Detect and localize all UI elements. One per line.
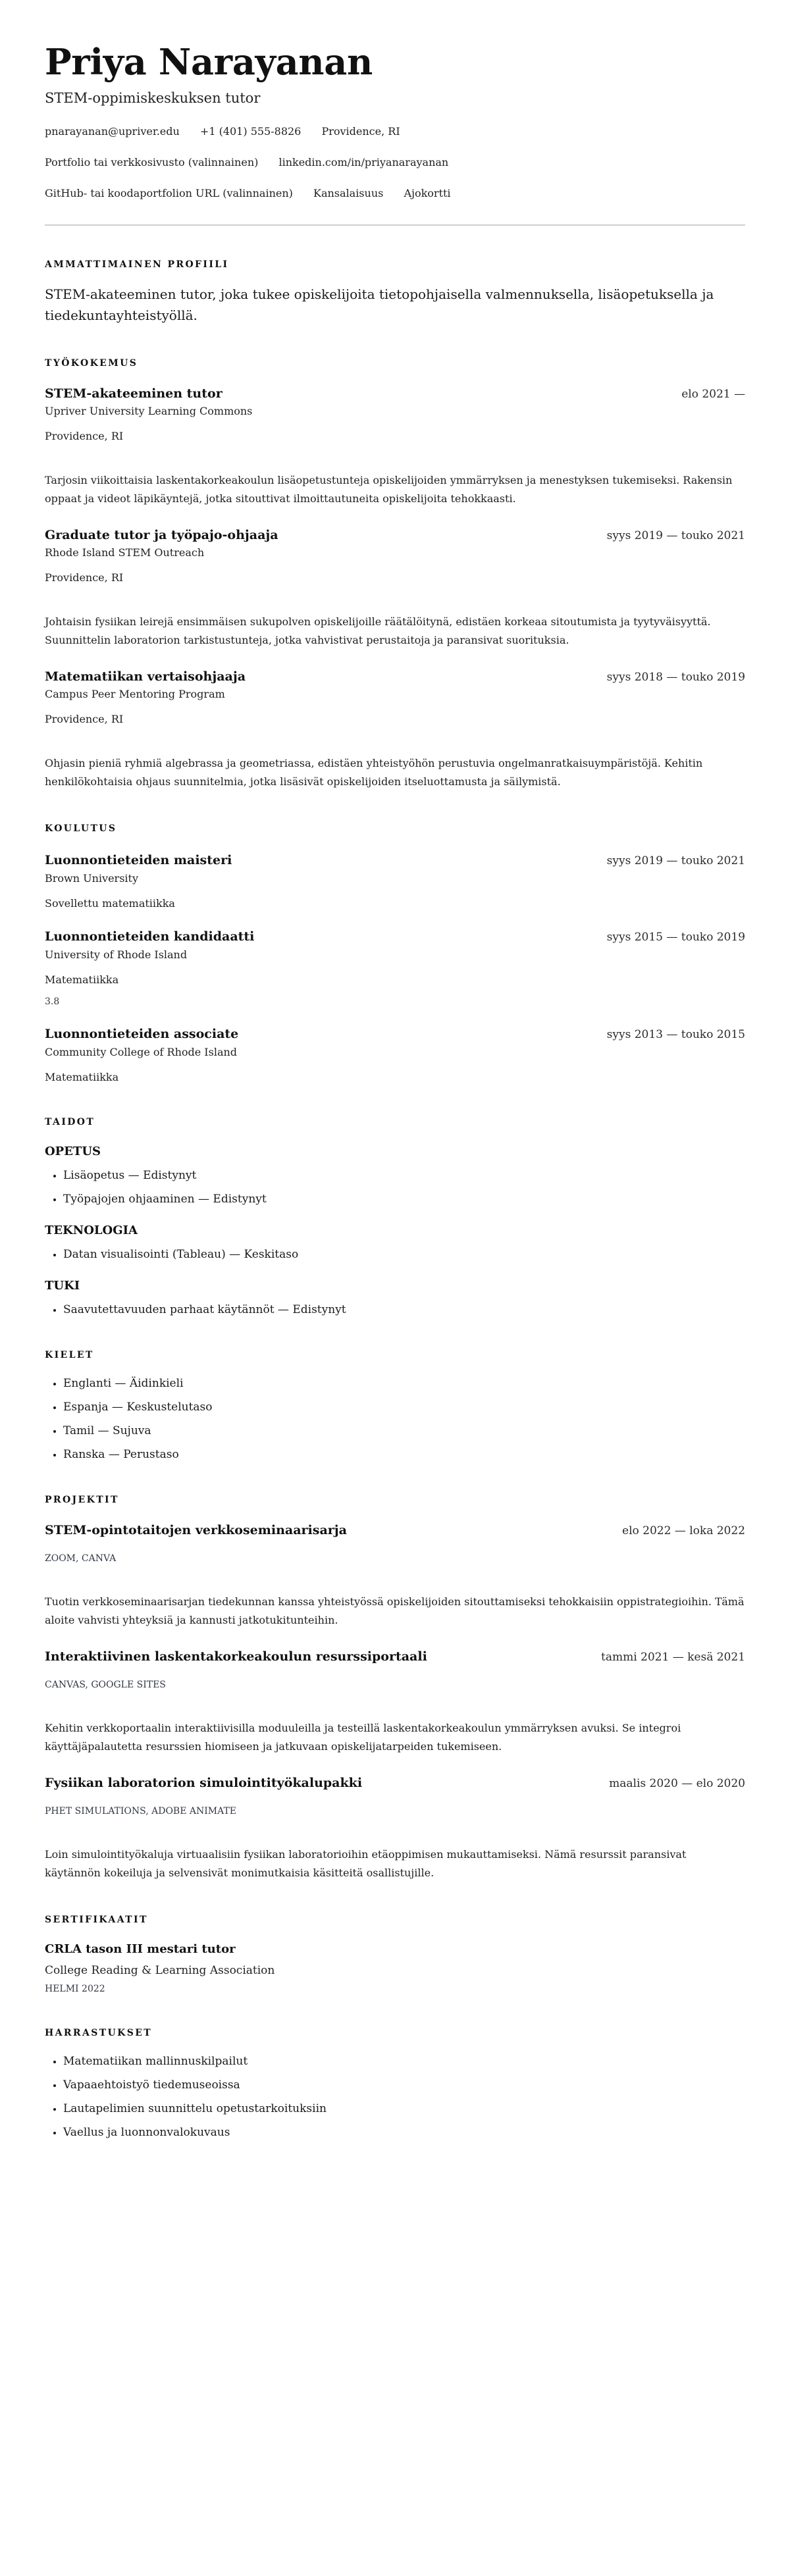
language-item: • Englanti — Äidinkieli [63, 1376, 745, 1391]
section-heading-projects: PROJEKTIT [45, 1495, 119, 1505]
degree-dates: syys 2015 — touko 2019 [606, 931, 745, 944]
section-experience [45, 357, 745, 791]
contact-citizenship: Kansalaisuus [313, 187, 384, 199]
skill-group-teaching [45, 1144, 745, 1207]
section-heading-certifications: SERTIFIKAATIT [45, 1915, 148, 1925]
project-entry [45, 1648, 745, 1756]
skill-list [45, 1302, 745, 1318]
experience-entry [45, 527, 745, 650]
certification-issuer: College Reading & Learning Association [45, 1964, 275, 1977]
project-title: Interaktiivinen laskentakorkeakoulun resurssiportaali [45, 1649, 427, 1664]
contact-location: Providence, RI [321, 125, 400, 138]
project-description: Tuotin verkkoseminaarisarjan tiedekunnan kanssa yhteistyössä opiskelijoiden sitouttamiseksi tehokkaisiin oppistrategioihin. Tämä aloite vahvisti yhteyksiä ja kannusti jatkotukitunteihin. [45, 1595, 745, 1626]
certification-date: HELMI 2022 [45, 1984, 105, 1994]
school-name: Community College of Rhode Island [45, 1046, 238, 1058]
skill-group-technology [45, 1223, 745, 1262]
skill-group-title: TEKNOLOGIA [45, 1224, 138, 1237]
hobby-item: • Matematiikan mallinnuskilpailut [63, 2053, 745, 2069]
skill-item: • Lisäopetus — Edistynyt [63, 1168, 745, 1183]
section-skills [45, 1116, 745, 1318]
section-education [45, 823, 745, 1085]
section-heading-education: KOULUTUS [45, 823, 117, 834]
job-dates: elo 2021 — [681, 388, 745, 401]
section-heading-experience: TYÖKOKEMUS [45, 358, 138, 369]
experience-entry [45, 385, 745, 508]
skill-item: • Työpajojen ohjaaminen — Edistynyt [63, 1191, 745, 1207]
contact-drivers-license: Ajokortti [404, 187, 451, 199]
degree-dates: syys 2019 — touko 2021 [606, 854, 745, 867]
degree-title: Luonnontieteiden maisteri [45, 853, 232, 867]
contact-email[interactable]: pnarayanan@upriver.edu [45, 125, 180, 138]
job-title: Graduate tutor ja työpajo-ohjaaja [45, 528, 278, 542]
job-organization: Campus Peer Mentoring Program [45, 688, 225, 700]
job-location: Providence, RI [45, 713, 124, 725]
project-title: Fysiikan laboratorion simulointityökalupakki [45, 1776, 363, 1790]
section-heading-skills: TAIDOT [45, 1117, 95, 1127]
hobby-list [45, 2053, 745, 2140]
job-description: Johtaisin fysiikan leirejä ensimmäisen sukupolven opiskelijoille räätälöitynä, edistäen korkeaa sitoutumista ja tyytyväisyyttä. Suunnittelin laboratorion tarkistustunteja, jotka vahvistivat perustaitoja ja paransivat suorituksia. [45, 615, 711, 646]
skill-group-title: TUKI [45, 1279, 80, 1293]
school-name: University of Rhode Island [45, 948, 188, 961]
project-tech-stack: ZOOM, CANVA [45, 1553, 117, 1564]
project-tech-stack: CANVAS, GOOGLE SITES [45, 1680, 166, 1690]
certification-title: CRLA tason III mestari tutor [45, 1942, 236, 1956]
section-heading-profile: AMMATTIMAINEN PROFIILI [45, 259, 229, 270]
education-entry [45, 852, 745, 911]
education-entry [45, 1025, 745, 1085]
certification-entry [45, 1942, 745, 1996]
language-item: • Ranska — Perustaso [63, 1447, 745, 1462]
job-dates: syys 2018 — touko 2019 [606, 671, 745, 684]
degree-title: Luonnontieteiden associate [45, 1027, 239, 1041]
language-item: • Tamil — Sujuva [63, 1423, 745, 1439]
project-dates: tammi 2021 — kesä 2021 [600, 1651, 745, 1664]
skill-item: • Saavutettavuuden parhaat käytännöt — Edistynyt [63, 1302, 745, 1318]
job-location: Providence, RI [45, 571, 124, 584]
resume-header [45, 38, 745, 226]
candidate-name: Priya Narayanan [45, 41, 373, 83]
skill-group-support [45, 1278, 745, 1318]
section-hobbies [45, 2027, 745, 2140]
hobby-item: • Lautapelimien suunnittelu opetustarkoituksiin [63, 2101, 745, 2117]
job-location: Providence, RI [45, 430, 124, 442]
job-dates: syys 2019 — touko 2021 [606, 529, 745, 542]
project-dates: elo 2022 — loka 2022 [622, 1524, 745, 1537]
skill-list [45, 1168, 745, 1207]
job-organization: Upriver University Learning Commons [45, 405, 253, 417]
header-divider [45, 224, 745, 226]
project-dates: maalis 2020 — elo 2020 [609, 1777, 745, 1790]
degree-title: Luonnontieteiden kandidaatti [45, 929, 255, 944]
contact-linkedin[interactable]: linkedin.com/in/priyanarayanan [278, 156, 449, 168]
contact-portfolio[interactable]: Portfolio tai verkkosivusto (valinnainen) [45, 156, 259, 168]
gpa-value: 3.8 [45, 996, 60, 1007]
contact-github[interactable]: GitHub- tai koodaportfolion URL (valinnainen) [45, 187, 293, 199]
language-list [45, 1376, 745, 1462]
job-organization: Rhode Island STEM Outreach [45, 546, 205, 559]
degree-dates: syys 2013 — touko 2015 [606, 1028, 745, 1041]
field-of-study: Matematiikka [45, 973, 119, 986]
contact-phone[interactable]: +1 (401) 555-8826 [199, 125, 302, 138]
job-title: STEM-akateeminen tutor [45, 386, 223, 401]
project-tech-stack: PHET SIMULATIONS, ADOBE ANIMATE [45, 1806, 237, 1816]
skill-group-title: OPETUS [45, 1145, 101, 1158]
profile-summary: STEM-akateeminen tutor, joka tukee opiskelijoita tietopohjaisella valmennuksella, lisäopetuksella ja tiedekuntayhteistyöllä. [45, 286, 714, 323]
skill-item: • Datan visualisointi (Tableau) — Keskitaso [63, 1247, 745, 1262]
project-title: STEM-opintotaitojen verkkoseminaarisarja [45, 1523, 347, 1537]
experience-entry [45, 668, 745, 791]
job-description: Tarjosin viikoittaisia laskentakorkeakoulun lisäopetustunteja opiskelijoiden ymmärryksen ja menestyksen tukemiseksi. Rakensin oppaat ja videot läpikäyntejä, jotka sitouttivat ilmoittautuneita opiskelijoita tehokkaasti. [45, 474, 733, 505]
section-projects [45, 1494, 745, 1882]
contact-row-links [45, 155, 745, 170]
candidate-title: STEM-oppimiskeskuksen tutor [45, 90, 261, 106]
section-heading-hobbies: HARRASTUKSET [45, 2028, 153, 2038]
contact-row-extra [45, 186, 745, 201]
project-description: Loin simulointityökaluja virtuaalisiin fysiikan laboratorioihin etäoppimisen mukauttamiseksi. Nämä resurssit paransivat käytännön kokeiluja ja selvensivät monimutkaisia käsitteitä osallistujille. [45, 1848, 687, 1879]
hobby-item: • Vaellus ja luonnonvalokuvaus [63, 2125, 745, 2140]
job-description: Ohjasin pieniä ryhmiä algebrassa ja geometriassa, edistäen yhteistyöhön perustuvia ongelmanratkaisuympäristöjä. Kehitin henkilökohtaisia ohjaus suunnitelmia, jotka lisäsivät opiskelijoiden itseluottamusta ja säilymistä. [45, 757, 703, 788]
section-heading-languages: KIELET [45, 1350, 94, 1360]
section-languages [45, 1349, 745, 1462]
skill-list [45, 1247, 745, 1262]
field-of-study: Matematiikka [45, 1071, 119, 1083]
project-description: Kehitin verkkoportaalin interaktiivisilla moduuleilla ja testeillä laskentakorkeakoulun ymmärryksen avuksi. Se integroi käyttäjäpalautetta resurssien hiomiseen ja jatkuvaan opiskelijatarpeiden tukemiseen. [45, 1722, 681, 1753]
job-title: Matematiikan vertaisohjaaja [45, 669, 246, 684]
project-entry [45, 1774, 745, 1882]
contact-row-primary [45, 124, 745, 139]
education-entry [45, 928, 745, 1008]
field-of-study: Sovellettu matematiikka [45, 897, 175, 910]
project-entry [45, 1522, 745, 1630]
hobby-item: • Vapaaehtoistyö tiedemuseoissa [63, 2077, 745, 2093]
language-item: • Espanja — Keskustelutaso [63, 1399, 745, 1415]
section-certifications [45, 1914, 745, 1996]
school-name: Brown University [45, 872, 138, 885]
section-profile [45, 259, 745, 326]
